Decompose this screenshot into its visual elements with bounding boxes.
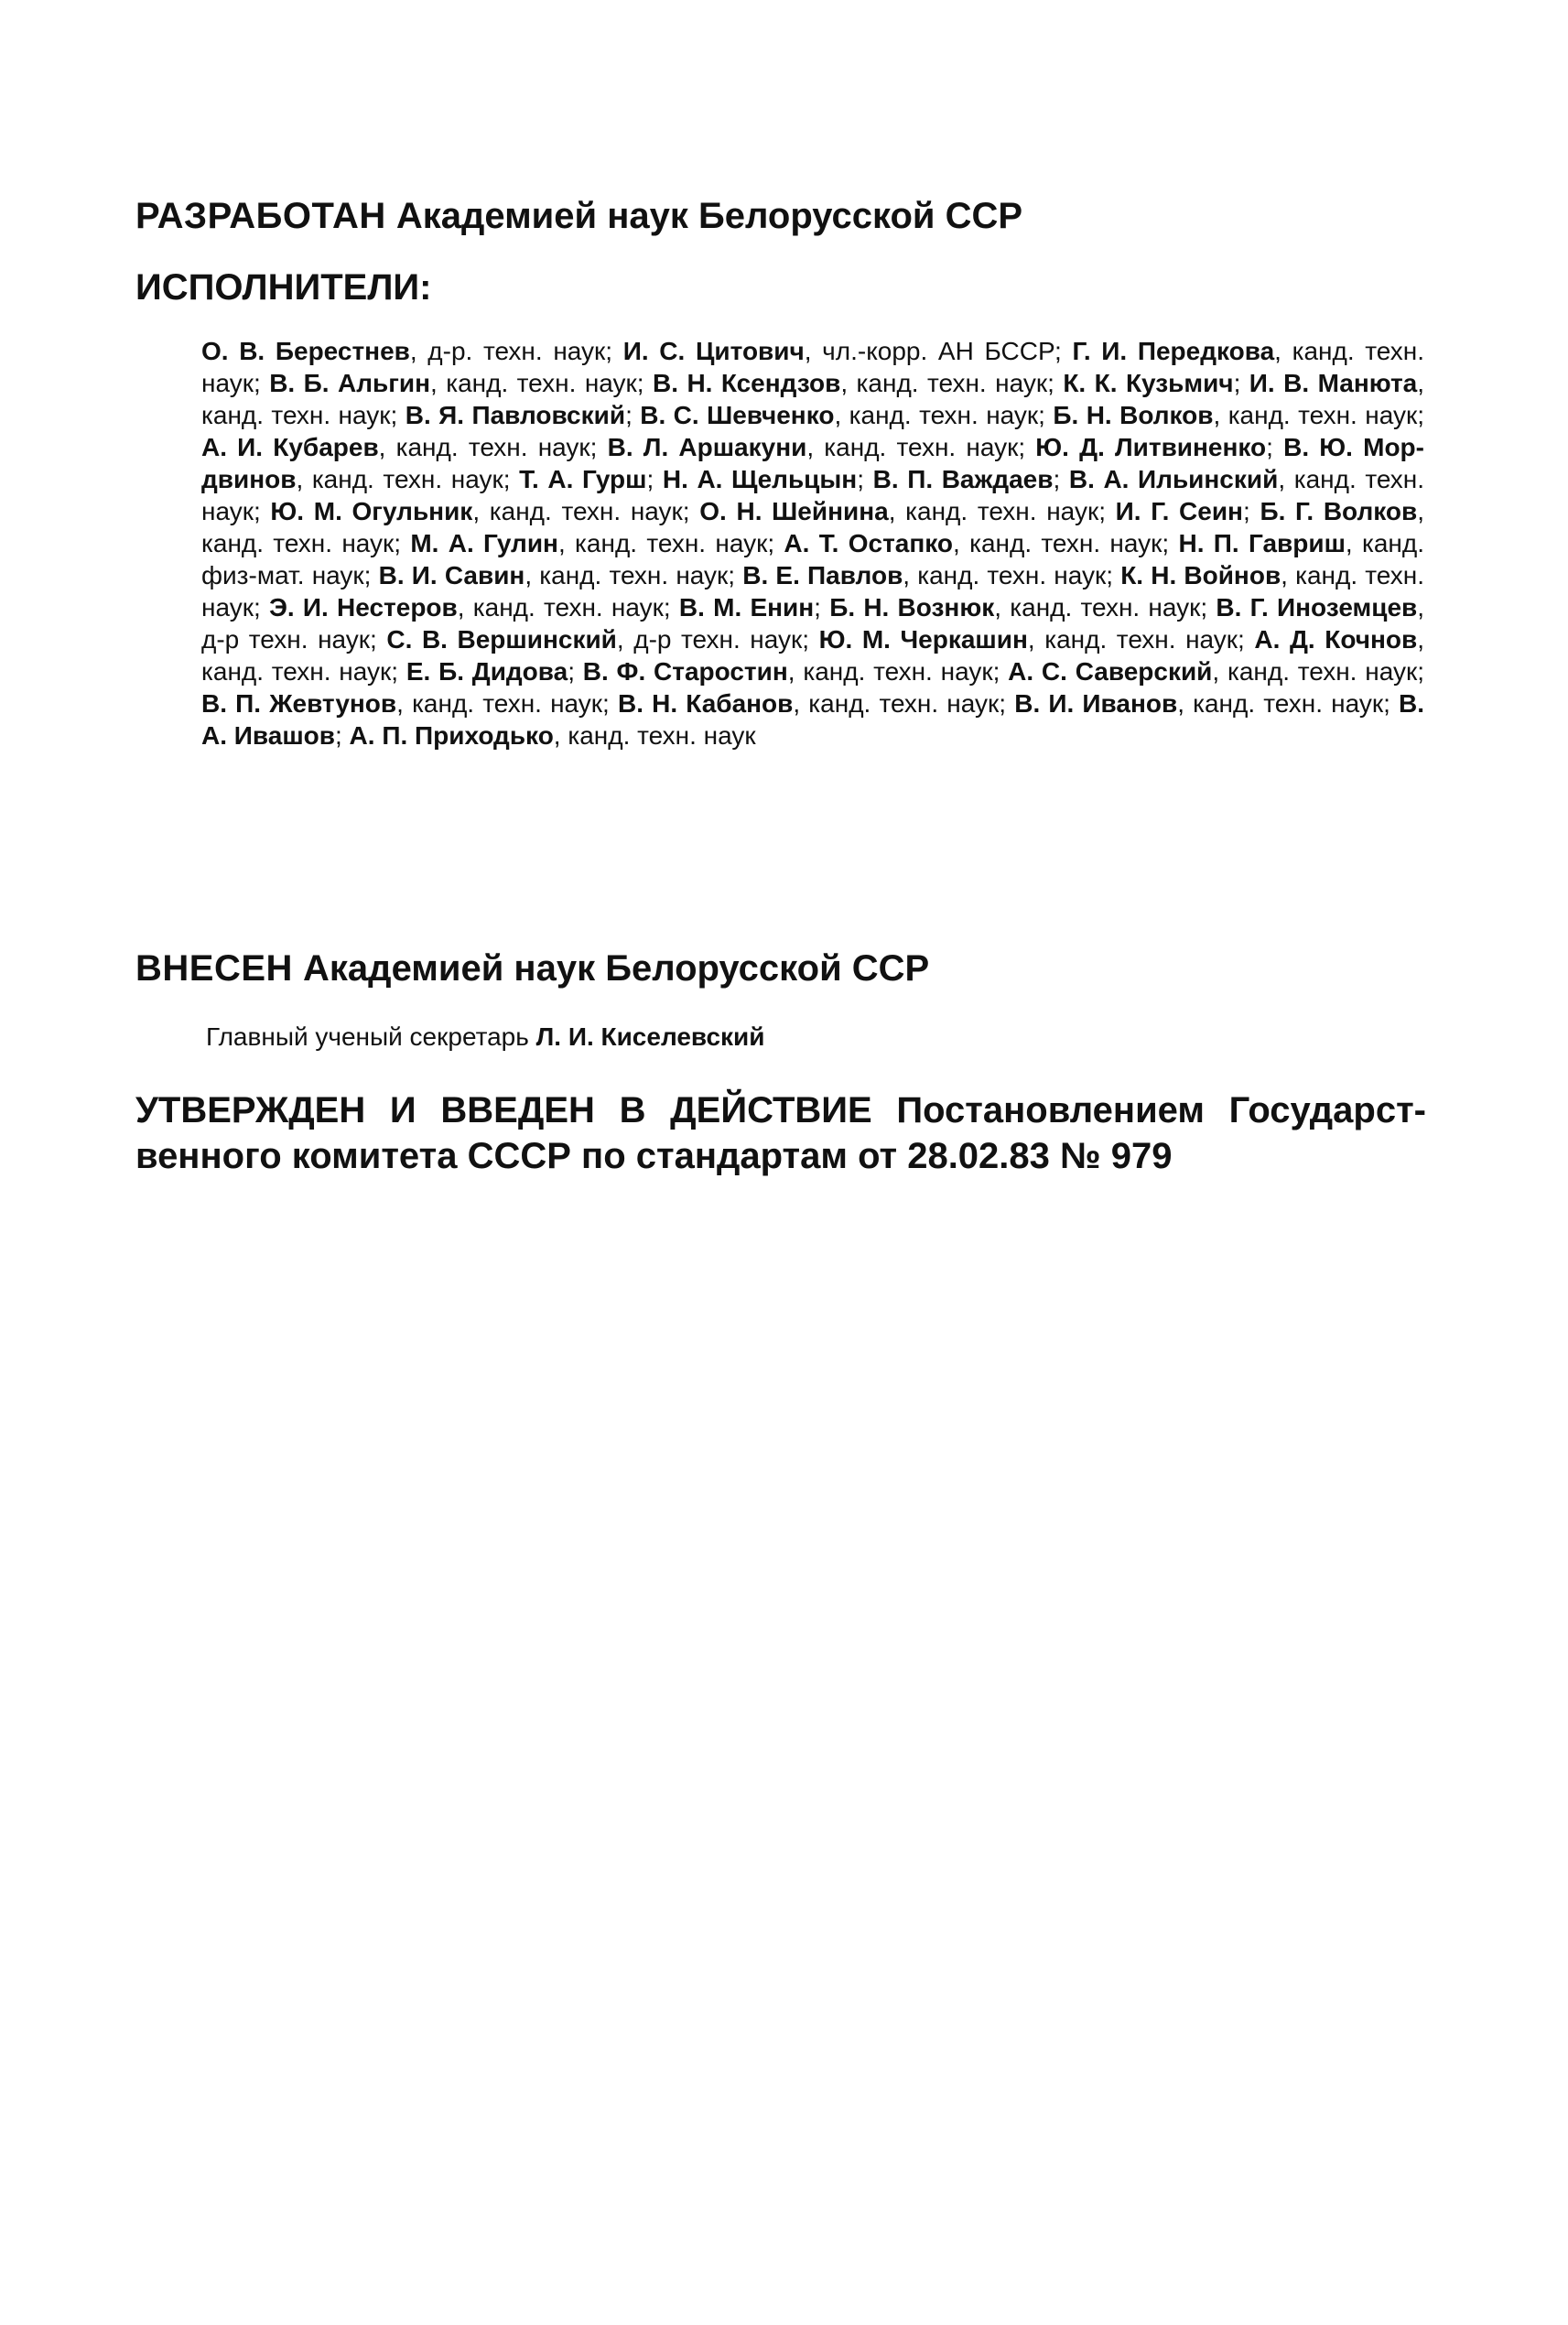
approval-statement: УТВЕРЖДЕН И ВВЕДЕН В ДЕЙСТВИЕ Постановлением Государственного комитета СССР по стандартам от 28.02.83 № 979: [135, 1090, 1426, 1176]
executor-title: ;: [1053, 465, 1069, 493]
executor-title: , канд. техн. наук;: [557, 529, 784, 557]
executor-name: Е. Б. Дидова: [406, 657, 568, 686]
executor-name: В. Ю. Мордвинов: [201, 433, 1424, 493]
executor-title: , канд. техн. наук;: [396, 689, 618, 718]
executor-title: , канд. техн. наук;: [201, 337, 1424, 397]
executor-name: И. Г. Сеин: [1115, 497, 1243, 525]
executor-name: Ю. М. Черкашин: [818, 625, 1028, 654]
executor-name: А. Д. Кочнов: [1254, 625, 1418, 654]
executor-name: В. С. Шевченко: [640, 401, 835, 429]
executor-name: Э. И. Нестеров: [268, 593, 458, 622]
executor-title: ;: [334, 721, 350, 750]
executor-name: А. П. Приходько: [349, 721, 554, 750]
executor-title: , д-р техн. наук;: [201, 593, 1425, 654]
executor-title: , канд. техн. наук;: [953, 529, 1179, 557]
executor-name: Н. А. Щельцын: [662, 465, 858, 493]
executor-name: В. П. Жевтунов: [201, 689, 397, 718]
executor-title: , канд. техн. наук;: [201, 369, 1425, 429]
executor-title: , канд. техн. наук;: [201, 561, 1425, 622]
executor-title: , канд. техн. наук;: [201, 465, 1425, 525]
executor-name: В. А. Ивашов: [201, 689, 1425, 750]
executor-name: В. И. Иванов: [1014, 689, 1178, 718]
executor-name: В. Я. Павловский: [405, 401, 626, 429]
executor-name: О. Н. Шейнина: [699, 497, 889, 525]
executor-name: Б. Г. Волков: [1260, 497, 1418, 525]
executor-name: В. М. Енин: [678, 593, 815, 622]
executor-title: , д-р техн. наук;: [616, 625, 819, 654]
executor-title: , канд. техн. наук;: [806, 433, 1036, 461]
executor-title: , канд. техн. наук;: [296, 465, 520, 493]
executor-name: Ю. Д. Литвиненко: [1035, 433, 1267, 461]
executor-name: М. А. Гулин: [410, 529, 558, 557]
executor-name: А. С. Саверский: [1008, 657, 1213, 686]
chief-secretary-line: [206, 1021, 764, 1054]
executor-title: , канд. техн. наук;: [201, 625, 1425, 686]
executor-title: , канд. техн. наук;: [888, 497, 1116, 525]
executor-name: В. Л. Аршакуни: [607, 433, 807, 461]
developed-by-organization: Академией наук Белорусской ССР: [385, 196, 1023, 236]
executor-title: , канд. техн. наук;: [793, 689, 1015, 718]
executor-name: В. Н. Кабанов: [617, 689, 794, 718]
executor-name: В. И. Савин: [378, 561, 525, 589]
executor-title: , канд. техн. наук;: [834, 401, 1054, 429]
executor-title: , чл.-корр. АН БССР;: [804, 337, 1073, 365]
submitted-by-lead: ВНЕСЕН: [135, 948, 293, 989]
executor-title: ;: [857, 465, 873, 493]
executor-title: , канд. техн. наук;: [903, 561, 1121, 589]
executor-name: Г. И. Передкова: [1072, 337, 1275, 365]
executor-name: А. И. Кубарев: [201, 433, 379, 461]
executor-title: , канд. техн. наук;: [994, 593, 1217, 622]
executor-title: , канд. техн. наук;: [430, 369, 654, 397]
executor-title: , канд. техн. наук;: [1027, 625, 1255, 654]
executor-name: В. Е. Павлов: [742, 561, 903, 589]
executor-title: , канд. физ-мат. наук;: [201, 529, 1424, 589]
executor-name: В. Ф. Старостин: [582, 657, 788, 686]
submitted-by-organization: Академией наук Белорусской ССР: [292, 948, 930, 989]
executor-title: , канд. техн. наук;: [1177, 689, 1400, 718]
executor-title: ;: [814, 593, 830, 622]
executor-name: В. Г. Иноземцев: [1216, 593, 1418, 622]
executor-name: И. В. Манюта: [1249, 369, 1418, 397]
executor-title: , д-р. техн. наук;: [409, 337, 623, 365]
developed-by-heading: [135, 194, 1022, 238]
executor-name: В. П. Важдаев: [872, 465, 1054, 493]
executor-name: С. В. Вершинский: [386, 625, 617, 654]
executor-name: И. С. Цитович: [622, 337, 805, 365]
executor-title: , канд. техн. наук;: [840, 369, 1064, 397]
executor-title: , канд. техн. наук;: [201, 497, 1424, 557]
executor-name: В. Н. Ксендзов: [653, 369, 841, 397]
executor-name: Б. Н. Вознюк: [829, 593, 995, 622]
executor-name: А. Т. Остапко: [784, 529, 954, 557]
executor-title: , канд. техн. наук;: [457, 593, 679, 622]
executor-name: Б. Н. Волков: [1053, 401, 1214, 429]
executor-name: Т. А. Гурш: [519, 465, 647, 493]
executor-name: Н. П. Гавриш: [1178, 529, 1346, 557]
executor-name: О. В. Берестнев: [201, 337, 410, 365]
executor-title: ;: [646, 465, 663, 493]
executor-title: ;: [1242, 497, 1260, 525]
executors-heading: ИСПОЛНИТЕЛИ:: [135, 267, 432, 308]
executor-title: ;: [1233, 369, 1249, 397]
chief-secretary-name: Л. И. Киселевский: [535, 1022, 765, 1051]
developed-by-lead: РАЗРАБОТАН: [135, 196, 386, 236]
executors-list: [201, 335, 1424, 752]
submitted-by-heading: [135, 946, 929, 990]
executor-title: ;: [568, 657, 583, 686]
executor-name: К. Н. Войнов: [1120, 561, 1281, 589]
executor-title: , канд. техн. наук;: [378, 433, 608, 461]
executor-name: В. Б. Альгин: [269, 369, 430, 397]
executor-title: , канд. техн. наук;: [524, 561, 743, 589]
executor-name: К. К. Кузьмич: [1063, 369, 1234, 397]
executor-title: ;: [1266, 433, 1284, 461]
executor-title: ;: [625, 401, 641, 429]
executor-title: , канд. техн. наук;: [1213, 401, 1425, 429]
executor-name: Ю. М. Огульник: [270, 497, 473, 525]
executor-title: , канд. техн. наук;: [787, 657, 1009, 686]
executor-title: , канд. техн. наук;: [1212, 657, 1424, 686]
executor-title: , канд. техн. наук;: [472, 497, 700, 525]
executor-name: В. А. Ильинский: [1068, 465, 1279, 493]
executor-title: , канд. техн. наук: [553, 721, 756, 750]
chief-secretary-label: Главный ученый секретарь: [206, 1022, 536, 1051]
